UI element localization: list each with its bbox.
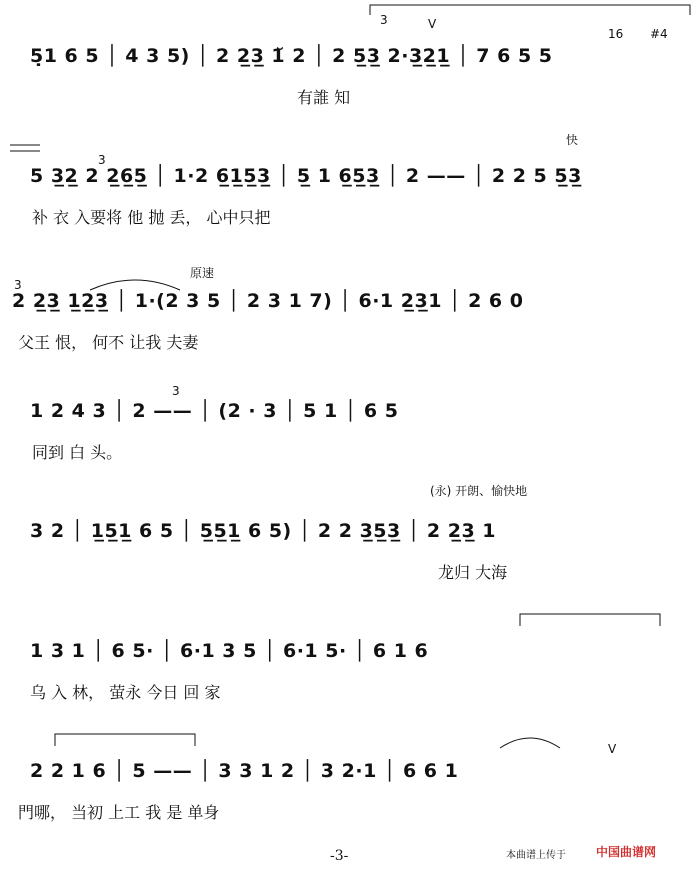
notation-line: 5̣1 6 5 │ 4 3 5) │ 2 2̲3̲ 1̆ 2 │ 2 5̲3̲ 2·3̲2̲1̲ │ 7 6 5 5 bbox=[30, 45, 553, 67]
lyric-line: 父王 恨， 何不 让我 夫妻 bbox=[18, 333, 199, 352]
lyric-line: 补 衣 入要将 他 抛 丢， 心中只把 bbox=[32, 208, 271, 227]
lyric-line: 門哪， 当初 上工 我 是 单身 bbox=[18, 803, 220, 822]
tempo-marking: 快 bbox=[566, 133, 579, 147]
notation-line: 2 2 1 6 │ 5 —— │ 3 3 1 2 │ 3 2·1 │ 6 6 1 bbox=[30, 760, 459, 782]
site-logo: 中国曲谱网 bbox=[596, 845, 657, 859]
lyric-line: 龙归 大海 bbox=[438, 563, 508, 582]
grace-note-mark: #4 bbox=[650, 27, 668, 41]
lyric-line: 有誰 知 bbox=[297, 88, 351, 107]
grace-note-mark: 3 bbox=[14, 278, 22, 292]
phrase-slur bbox=[0, 730, 700, 770]
breath-mark: V bbox=[428, 17, 437, 31]
notation-line: 1 2 4 3 │ 2 —— │ (2 · 3 │ 5 1 │ 6 5 bbox=[30, 400, 399, 422]
notation-line: 5 3̲2̲ 2 2̲6̲5̲ │ 1·2 6̲1̲5̲3̲ │ 5̲ 1 6̲5̲3̲ │ 2 —— │ 2 2 5 5̲3̲ bbox=[30, 165, 582, 187]
lyric-line: 乌 入 林， 萤永 今日 回 家 bbox=[30, 683, 221, 702]
breath-mark: V bbox=[608, 742, 617, 756]
tempo-marking: 原速 bbox=[190, 266, 215, 280]
grace-note-mark: 3 bbox=[98, 153, 106, 167]
phrase-slur bbox=[0, 610, 700, 650]
notation-line: 1 3 1 │ 6 5· │ 6·1 3 5 │ 6·1 5· │ 6 1 6 bbox=[30, 640, 429, 662]
notation-line: 2 2̲3̲ 1̲2̲3̲ │ 1·(2 3 5 │ 2 3 1 7) │ 6·1 2̲3̲1 │ 2 6 0 bbox=[12, 290, 524, 312]
grace-note-mark: 3 bbox=[380, 13, 388, 27]
grace-note-mark: 3 bbox=[172, 384, 180, 398]
page-number: -3- bbox=[330, 848, 349, 864]
phrase-slur bbox=[0, 135, 700, 175]
phrase-slur bbox=[0, 272, 700, 312]
lyric-line: 同到 白 头。 bbox=[32, 443, 123, 462]
notation-line: 3 2 │ 1̲5̲1̲ 6 5 │ 5̲5̲1̲ 6 5) │ 2 2 3̲5̲3̲ │ 2 2̲3̲ 1 bbox=[30, 520, 497, 542]
tempo-marking: (永) 开朗、愉快地 bbox=[430, 484, 528, 498]
grace-note-mark: 16 bbox=[608, 27, 624, 41]
phrase-slur bbox=[0, 3, 700, 43]
watermark-text: 本曲谱上传于 bbox=[506, 850, 566, 861]
